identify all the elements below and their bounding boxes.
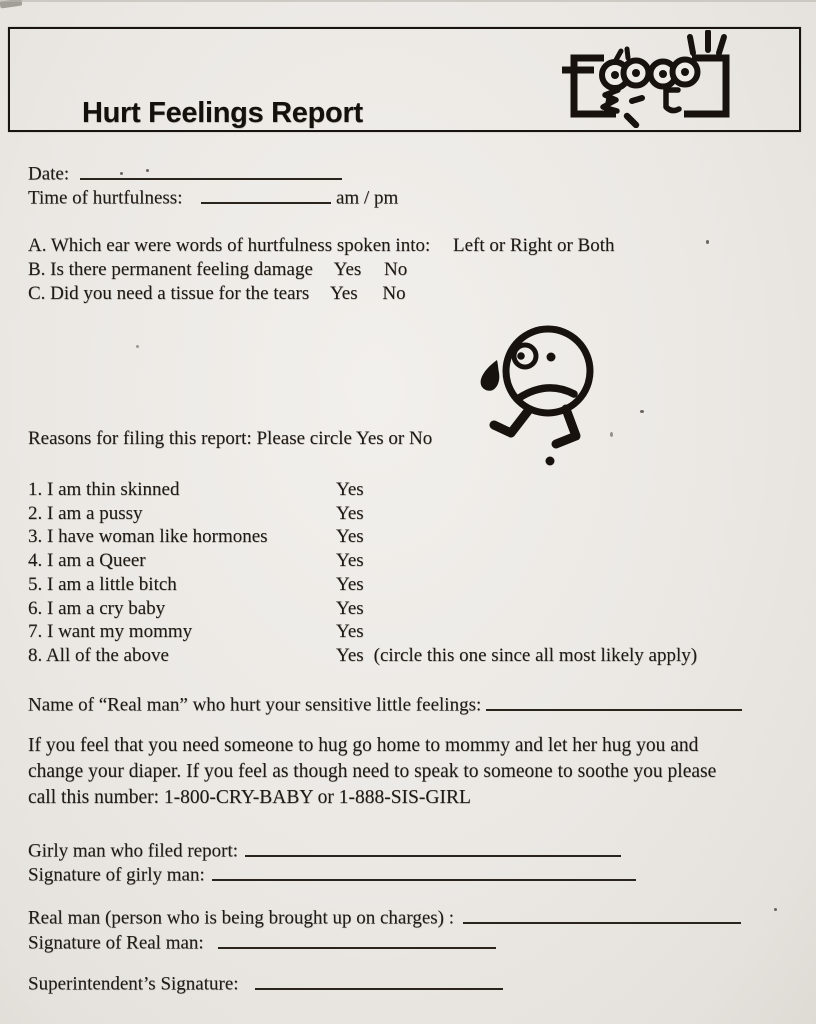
reason-label: 7. I want my mommy	[28, 621, 193, 643]
reason-answer: Yes	[336, 502, 364, 524]
reason-row	[28, 502, 364, 525]
question-b-yes: Yes	[333, 259, 362, 280]
reasons-heading: Reasons for filing this report: Please circle Yes or No	[28, 428, 433, 449]
time-suffix: am / pm	[335, 187, 399, 209]
reason-answer: Yes	[336, 621, 364, 643]
arguing-heads-icon	[560, 30, 738, 128]
reason-row	[28, 525, 364, 548]
advice-line-3: call this number: 1-800-CRY-BABY or 1-888-SIS-GIRL	[28, 787, 471, 808]
scan-speck	[774, 908, 777, 911]
girly-man-filed-field	[28, 839, 621, 863]
reason-answer: Yes	[336, 573, 364, 595]
superintendent-signature-field	[28, 972, 503, 996]
question-a-options: Left or Right or Both	[453, 235, 615, 256]
girly-man-signature-label: Signature of girly man:	[28, 864, 205, 886]
reason-label: 4. I am a Queer	[28, 550, 146, 572]
question-c-no: No	[382, 283, 406, 304]
scan-speck	[610, 432, 613, 437]
real-man-charges-blank	[463, 906, 741, 924]
real-man-name-label: Name of “Real man” who hurt your sensitive little feelings:	[28, 694, 482, 716]
time-line-blank	[201, 186, 331, 204]
advice-line-1: If you feel that you need someone to hug go home to mommy and let her hug you and	[28, 735, 699, 756]
real-man-name-field	[28, 693, 742, 717]
scan-edge	[0, 0, 816, 2]
reason-answer-wrap	[336, 525, 364, 548]
question-b-no: No	[384, 259, 408, 280]
date-label: Date:	[28, 163, 70, 185]
reason-answer-wrap	[336, 573, 364, 596]
question-b-label: B. Is there permanent feeling damage	[28, 259, 313, 280]
reason-label: 6. I am a cry baby	[28, 597, 166, 619]
reason-answer: Yes	[336, 479, 364, 500]
time-label: Time of hurtfulness:	[28, 187, 183, 209]
reason-row	[28, 597, 364, 620]
date-field	[28, 162, 342, 186]
girly-man-filed-blank	[245, 839, 621, 857]
reason-row	[28, 644, 698, 667]
reason-row	[28, 573, 364, 596]
question-b	[28, 258, 407, 281]
reason-label: 1. I am thin skinned	[28, 479, 180, 500]
superintendent-signature-label: Superintendent’s Signature:	[28, 973, 239, 995]
date-line-blank	[80, 162, 342, 180]
scan-speck	[120, 172, 123, 175]
reason-note: (circle this one since all most likely apply)	[373, 644, 698, 666]
time-field	[28, 186, 398, 210]
reason-answer: Yes	[336, 597, 364, 619]
real-man-name-blank	[486, 693, 742, 711]
reasons-list	[28, 478, 798, 674]
reason-answer: Yes	[336, 526, 364, 548]
reason-answer-wrap	[336, 502, 364, 525]
reason-answer-wrap	[336, 620, 364, 643]
scan-speck	[146, 169, 149, 172]
real-man-signature-blank	[218, 931, 496, 949]
question-c-yes: Yes	[329, 283, 358, 304]
girly-man-signature-field	[28, 863, 636, 887]
page-title: Hurt Feelings Report	[82, 97, 363, 129]
question-c-label: C. Did you need a tissue for the tears	[28, 283, 310, 304]
reason-row	[28, 478, 364, 501]
reason-answer-wrap	[336, 478, 364, 501]
reason-label: 3. I have woman like hormones	[28, 526, 268, 548]
scan-speck	[640, 410, 644, 413]
advice-line-2: change your diaper. If you feel as though need to speak to someone to soothe you please	[28, 761, 717, 782]
scan-speck	[136, 345, 139, 348]
reason-row	[28, 549, 364, 572]
question-a	[28, 234, 614, 257]
real-man-signature-field	[28, 931, 496, 955]
reason-label: 2. I am a pussy	[28, 502, 143, 524]
real-man-signature-label: Signature of Real man:	[28, 932, 204, 954]
reason-answer: Yes	[336, 644, 364, 666]
girly-man-signature-blank	[212, 863, 636, 881]
real-man-charges-label: Real man (person who is being brought up on charges) :	[28, 907, 455, 929]
reason-label: 8. All of the above	[28, 644, 169, 666]
real-man-charges-field	[28, 906, 741, 930]
reason-label: 5. I am a little bitch	[28, 573, 177, 595]
reason-row	[28, 620, 364, 643]
reason-answer-wrap	[336, 644, 697, 667]
question-a-label: A. Which ear were words of hurtfulness spoken into:	[28, 235, 431, 256]
reason-answer-wrap	[336, 549, 364, 572]
reason-answer-wrap	[336, 597, 364, 620]
advice-paragraph	[28, 733, 716, 811]
crying-runner-icon	[470, 320, 605, 470]
scan-speck	[706, 240, 709, 244]
reason-answer: Yes	[336, 550, 364, 572]
girly-man-filed-label: Girly man who filed report:	[28, 840, 239, 862]
question-c	[28, 282, 406, 305]
superintendent-signature-blank	[255, 972, 503, 990]
